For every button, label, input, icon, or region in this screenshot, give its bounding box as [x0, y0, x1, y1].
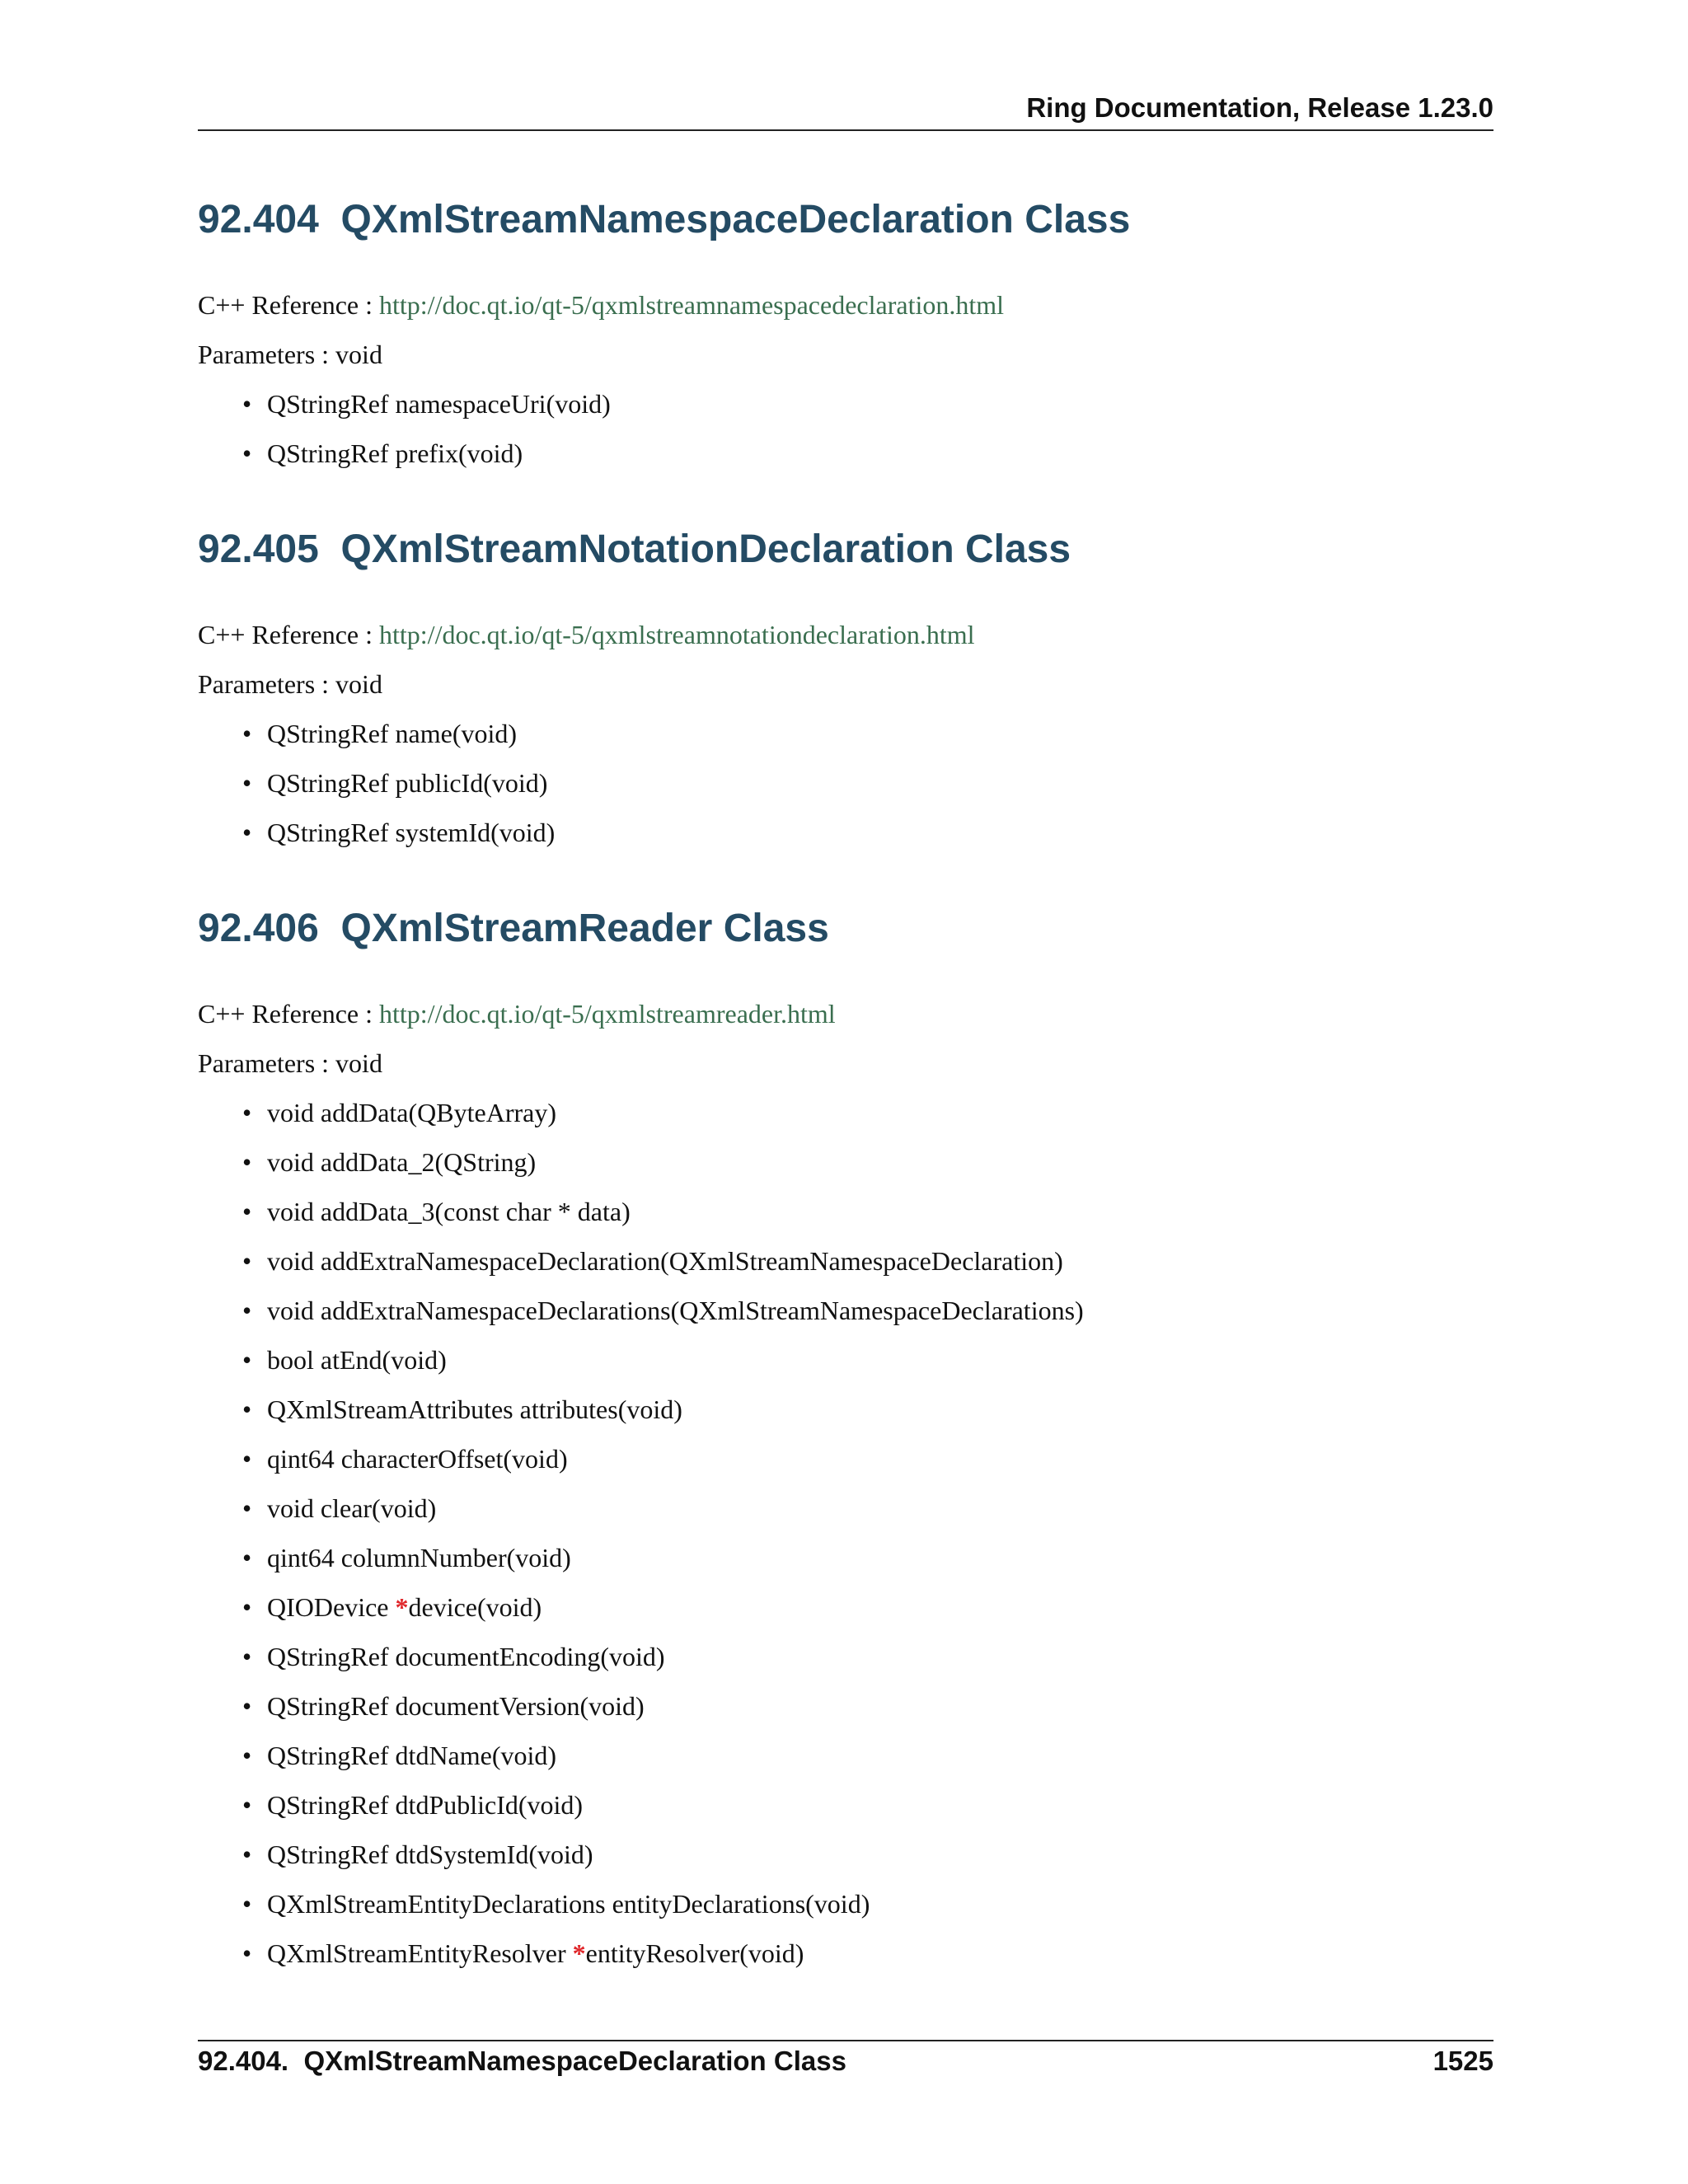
list-item: [242, 1385, 1493, 1434]
method-signature: QStringRef documentEncoding(void): [267, 1642, 665, 1671]
cpp-reference-label: C++ Reference :: [198, 620, 379, 649]
list-item: [242, 1879, 1493, 1929]
footer-section-title: 92.404. QXmlStreamNamespaceDeclaration Class: [198, 2046, 846, 2076]
method-signature: void addExtraNamespaceDeclarations(QXmlStreamNamespaceDeclarations): [267, 1296, 1084, 1325]
bullet-icon: •: [242, 1741, 252, 1770]
method-list: [198, 709, 1493, 857]
section-title: 92.405 QXmlStreamNotationDeclaration Class: [198, 527, 1071, 571]
method-return-type: QIODevice: [267, 1592, 396, 1622]
bullet-icon: •: [242, 1246, 252, 1276]
bullet-icon: •: [242, 1691, 252, 1721]
list-item: [242, 1434, 1493, 1483]
bullet-icon: •: [242, 1840, 252, 1869]
list-item: [242, 1236, 1493, 1286]
bullet-icon: •: [242, 1543, 252, 1572]
list-item: [242, 429, 1493, 478]
class-section: [198, 897, 1493, 1978]
bullet-icon: •: [242, 1345, 252, 1375]
method-name: device(void): [408, 1592, 542, 1622]
method-signature: QStringRef dtdSystemId(void): [267, 1840, 593, 1869]
method-signature: void clear(void): [267, 1493, 437, 1523]
method-signature: QStringRef dtdPublicId(void): [267, 1790, 584, 1820]
list-item: [242, 1731, 1493, 1780]
method-signature: qint64 columnNumber(void): [267, 1543, 571, 1572]
method-signature: QStringRef prefix(void): [267, 438, 523, 468]
bullet-icon: •: [242, 1592, 252, 1622]
cpp-reference-line: [198, 280, 1493, 330]
bullet-icon: •: [242, 389, 252, 419]
bullet-icon: •: [242, 1394, 252, 1424]
bullet-icon: •: [242, 438, 252, 468]
method-signature: QStringRef systemId(void): [267, 818, 556, 847]
method-return-type: QXmlStreamEntityResolver: [267, 1938, 573, 1968]
parameters-line: [198, 1038, 1493, 1088]
page-content: [198, 188, 1493, 1978]
method-signature: QStringRef dtdName(void): [267, 1741, 557, 1770]
parameters-line: [198, 659, 1493, 709]
bullet-icon: •: [242, 1889, 252, 1919]
list-item: [242, 758, 1493, 808]
bullet-icon: •: [242, 1642, 252, 1671]
method-signature: void addData_3(const char * data): [267, 1197, 631, 1226]
method-signature: void addExtraNamespaceDeclaration(QXmlStreamNamespaceDeclaration): [267, 1246, 1063, 1276]
bullet-icon: •: [242, 1098, 252, 1127]
page-number: 1525: [1432, 2046, 1493, 2076]
bullet-icon: •: [242, 768, 252, 798]
cpp-reference-link[interactable]: http://doc.qt.io/qt-5/qxmlstreamnamespacedeclaration.html: [379, 290, 1005, 320]
list-item: [242, 808, 1493, 857]
method-list: [198, 1088, 1493, 1978]
running-header: Ring Documentation, Release 1.23.0: [1026, 92, 1493, 123]
method-signature: QStringRef documentVersion(void): [267, 1691, 645, 1721]
list-item: [242, 1582, 1493, 1632]
cpp-reference-link[interactable]: http://doc.qt.io/qt-5/qxmlstreamreader.html: [379, 999, 836, 1029]
list-item: [242, 1088, 1493, 1137]
bullet-icon: •: [242, 1197, 252, 1226]
method-signature: QXmlStreamEntityDeclarations entityDeclarations(void): [267, 1889, 870, 1919]
bullet-icon: •: [242, 1938, 252, 1968]
footer-rule: [198, 2040, 1493, 2041]
method-signature: QXmlStreamAttributes attributes(void): [267, 1394, 682, 1424]
parameters-label: Parameters :: [198, 340, 336, 369]
method-signature: void addData(QByteArray): [267, 1098, 556, 1127]
bullet-icon: •: [242, 1444, 252, 1474]
cpp-reference-label: C++ Reference :: [198, 290, 379, 320]
list-item: [242, 1286, 1493, 1335]
parameters-value: void: [335, 340, 382, 369]
list-item: [242, 1335, 1493, 1385]
list-item: [242, 1137, 1493, 1187]
parameters-line: [198, 330, 1493, 379]
list-item: [242, 1483, 1493, 1533]
parameters-label: Parameters :: [198, 1048, 336, 1078]
pointer-asterisk: *: [395, 1592, 409, 1622]
method-signature: QStringRef publicId(void): [267, 768, 548, 798]
list-item: [242, 1929, 1493, 1978]
header-rule: [198, 129, 1493, 131]
bullet-icon: •: [242, 1296, 252, 1325]
list-item: [242, 1830, 1493, 1879]
method-signature: qint64 characterOffset(void): [267, 1444, 568, 1474]
class-section: [198, 518, 1493, 857]
list-item: [242, 379, 1493, 429]
section-title: 92.404 QXmlStreamNamespaceDeclaration Class: [198, 198, 1131, 241]
method-signature: QStringRef name(void): [267, 719, 518, 748]
list-item: [242, 1187, 1493, 1236]
bullet-icon: •: [242, 1147, 252, 1177]
method-signature: QStringRef namespaceUri(void): [267, 389, 611, 419]
bullet-icon: •: [242, 1493, 252, 1523]
list-item: [242, 709, 1493, 758]
list-item: [242, 1632, 1493, 1681]
bullet-icon: •: [242, 818, 252, 847]
cpp-reference-line: [198, 610, 1493, 659]
cpp-reference-line: [198, 989, 1493, 1038]
method-name: entityResolver(void): [585, 1938, 804, 1968]
pointer-asterisk: *: [572, 1938, 586, 1968]
section-title: 92.406 QXmlStreamReader Class: [198, 907, 829, 950]
cpp-reference-label: C++ Reference :: [198, 999, 379, 1029]
parameters-label: Parameters :: [198, 669, 336, 699]
cpp-reference-link[interactable]: http://doc.qt.io/qt-5/qxmlstreamnotationdeclaration.html: [379, 620, 975, 649]
method-signature: bool atEnd(void): [267, 1345, 447, 1375]
bullet-icon: •: [242, 719, 252, 748]
parameters-value: void: [335, 669, 382, 699]
method-list: [198, 379, 1493, 478]
list-item: [242, 1681, 1493, 1731]
bullet-icon: •: [242, 1790, 252, 1820]
parameters-value: void: [335, 1048, 382, 1078]
class-section: [198, 188, 1493, 478]
list-item: [242, 1533, 1493, 1582]
list-item: [242, 1780, 1493, 1830]
method-signature: void addData_2(QString): [267, 1147, 537, 1177]
